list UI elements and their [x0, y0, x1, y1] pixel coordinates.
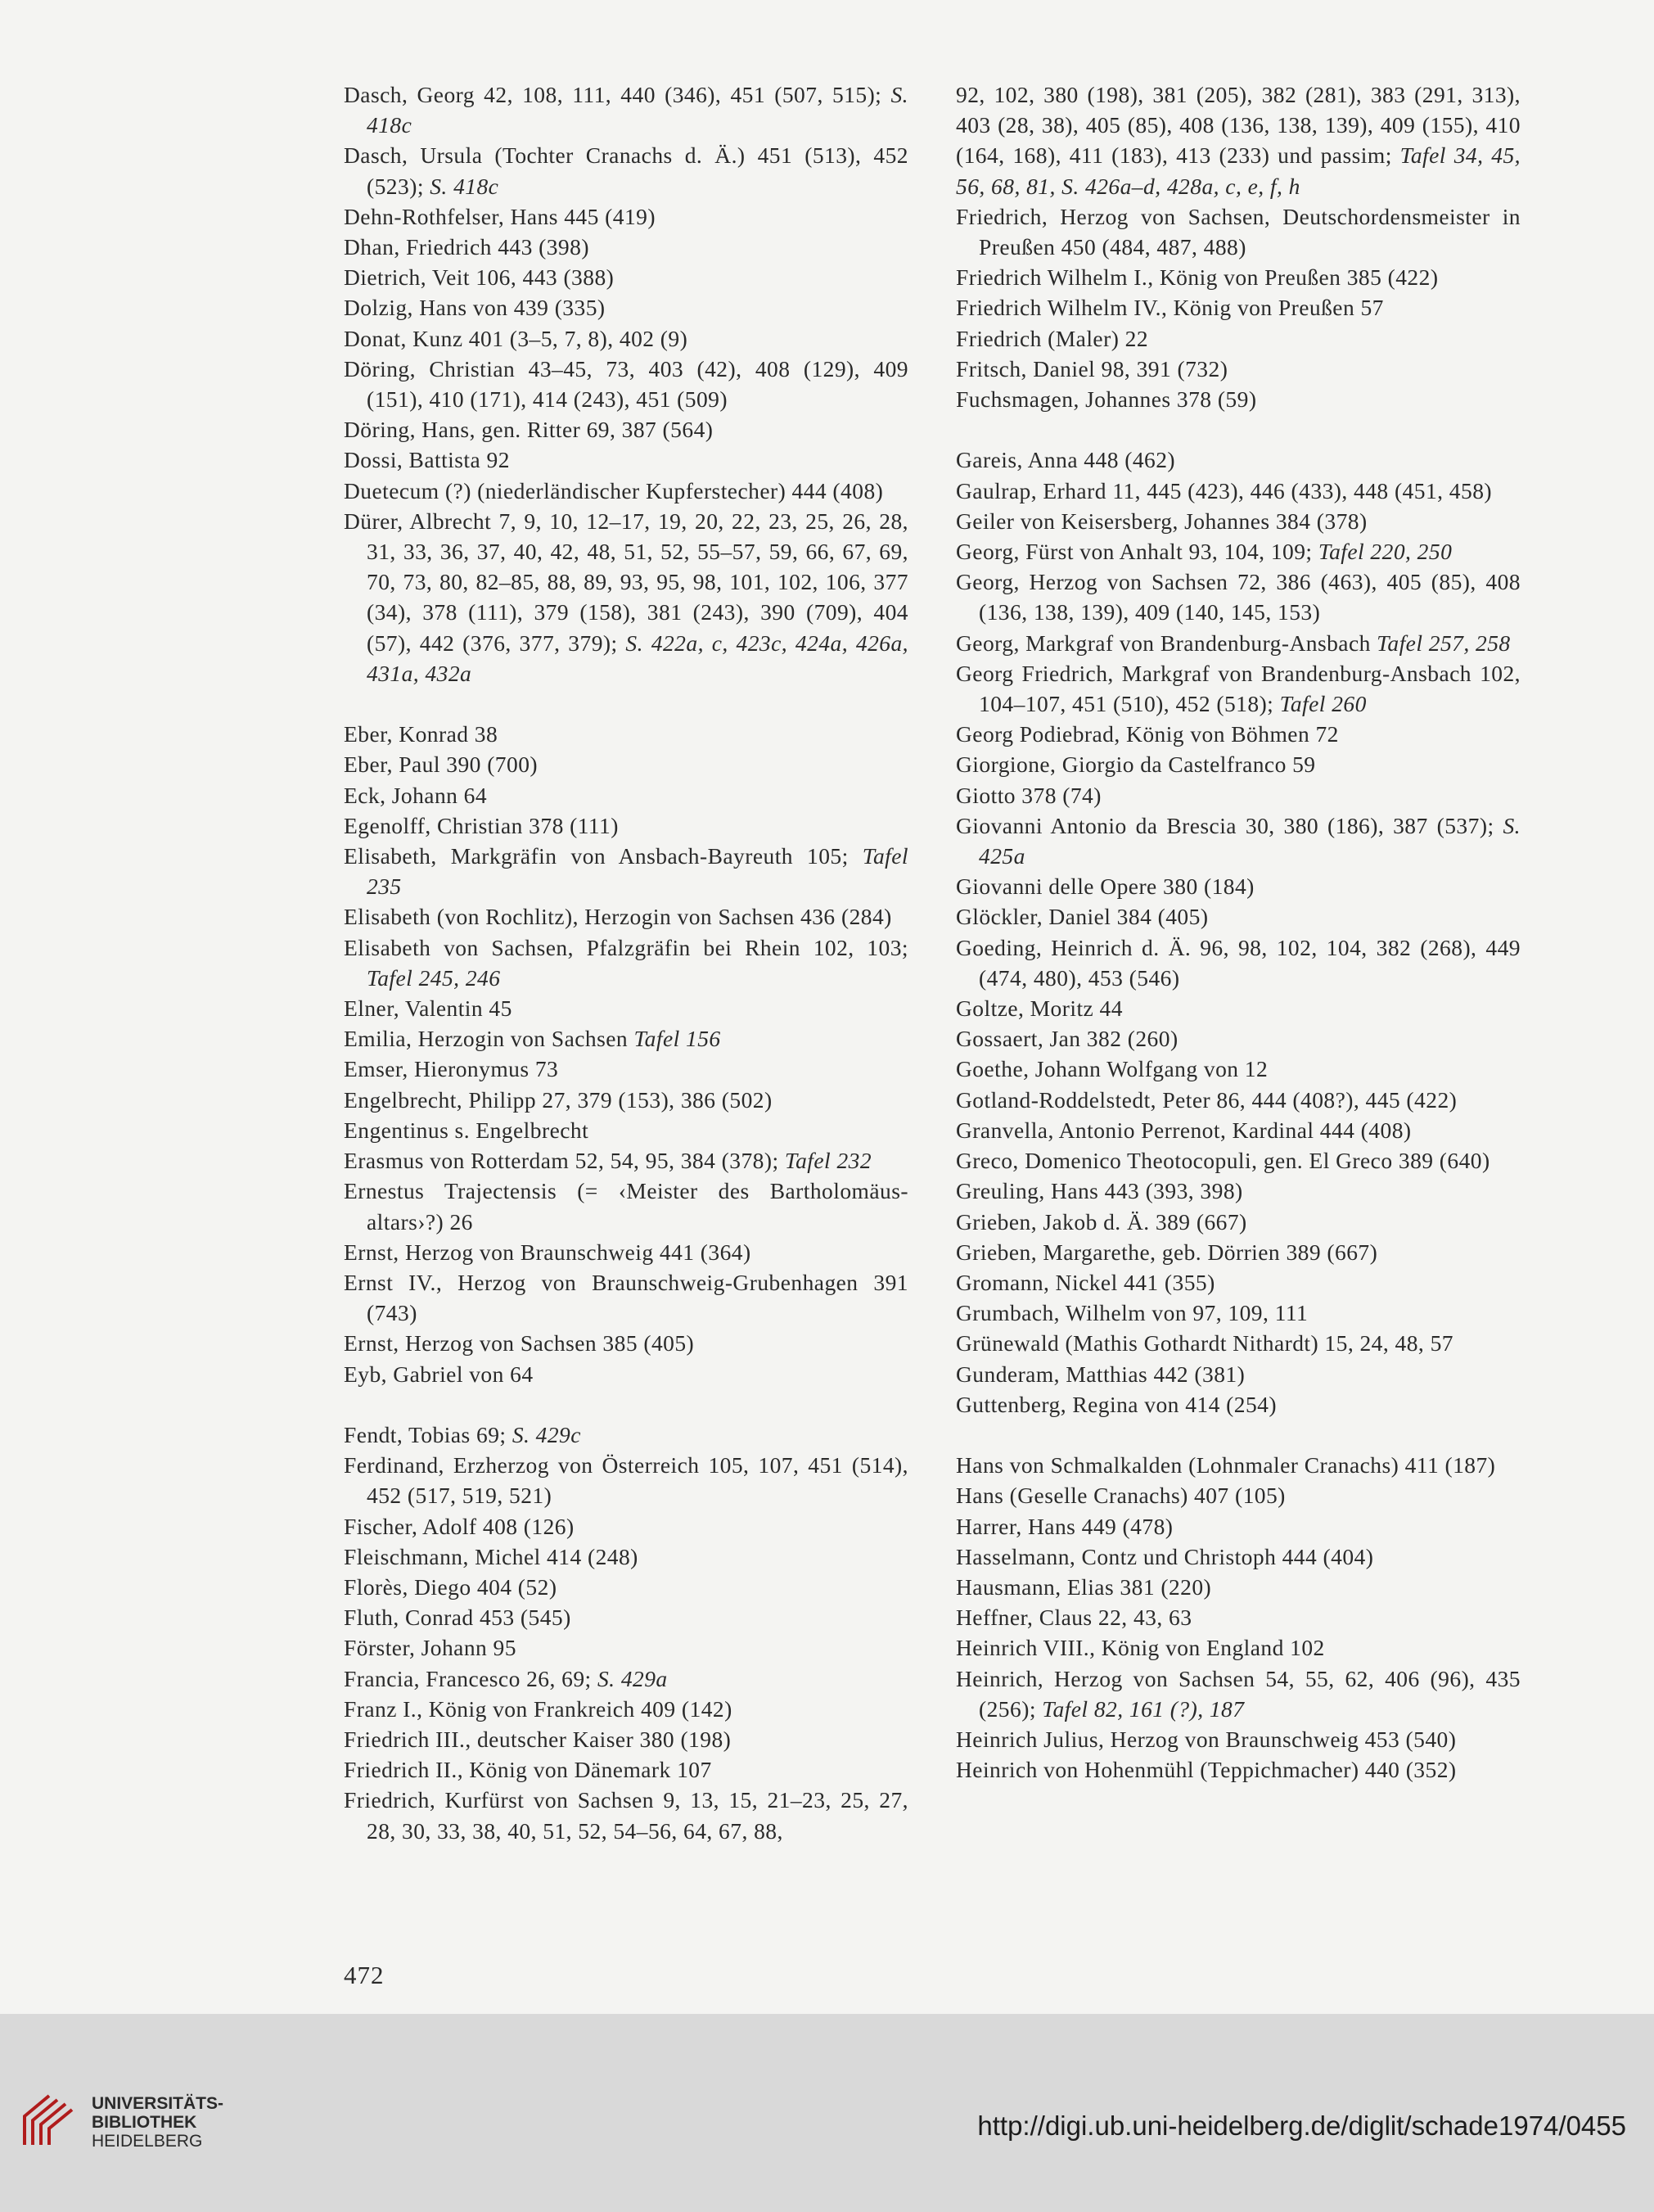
index-entry	[956, 384, 1521, 414]
index-entry-text: Harrer, Hans 449 (478)	[956, 1513, 1174, 1539]
index-entry-text: Heffner, Claus 22, 43, 63	[956, 1605, 1192, 1631]
index-entry-plate-ref: S. 425a	[979, 812, 1521, 869]
index-entry-plate-ref: S. 429c	[512, 1421, 581, 1447]
index-entry	[956, 1085, 1521, 1115]
index-entry	[956, 292, 1521, 323]
index-entry-text: Giotto 378 (74)	[956, 782, 1102, 808]
index-entry-text: Greco, Domenico Theotocopuli, gen. El Greco 389 (640)	[956, 1148, 1490, 1174]
section-gap	[344, 1389, 908, 1420]
index-entry	[956, 1207, 1521, 1237]
index-entry	[956, 1389, 1521, 1420]
index-entry	[344, 1450, 908, 1510]
index-entry-text: Döring, Christian 43–45, 73, 403 (42), 408 (129), 409 (151), 410 (171), 414 (243), 451 (509)	[344, 355, 908, 413]
index-entry	[956, 1023, 1521, 1054]
index-entry-text: Gareis, Anna 448 (462)	[956, 447, 1176, 473]
index-entry	[344, 810, 908, 841]
index-entry-text: Ernst IV., Herzog von Braunschweig-Grubenhagen 391 (743)	[344, 1269, 908, 1326]
index-entry	[956, 1632, 1521, 1663]
index-entry	[956, 1115, 1521, 1145]
index-entry-text: Georg Podiebrad, König von Böhmen 72	[956, 721, 1339, 747]
index-entry-text: Goethe, Johann Wolfgang von 12	[956, 1056, 1269, 1082]
index-entry	[956, 749, 1521, 779]
index-entry-text: Eber, Konrad 38	[344, 721, 498, 747]
index-entry	[956, 1145, 1521, 1176]
index-entry	[956, 628, 1521, 658]
index-entry	[344, 1724, 908, 1754]
index-entry	[956, 1176, 1521, 1206]
index-entry-text: Heinrich, Herzog von Sachsen 54, 55, 62, 406 (96), 435 (256);	[956, 1665, 1521, 1722]
index-entry	[956, 780, 1521, 810]
index-entry-text: Hausmann, Elias 381 (220)	[956, 1573, 1212, 1600]
index-entry-text: Friedrich III., deutscher Kaiser 380 (198)	[344, 1726, 732, 1752]
index-entry-text: Geiler von Keisersberg, Johannes 384 (378)	[956, 508, 1368, 534]
index-entry-text: Goeding, Heinrich d. Ä. 96, 98, 102, 104, 382 (268), 449 (474, 480), 453 (546)	[956, 934, 1521, 991]
index-entry	[344, 1054, 908, 1084]
page-number: 472	[344, 1961, 385, 1989]
index-entry-text: Döring, Hans, gen. Ritter 69, 387 (564)	[344, 417, 714, 443]
index-entry	[956, 1054, 1521, 1084]
index-entry	[344, 140, 908, 201]
index-entry-text: Granvella, Antonio Perrenot, Kardinal 444 (408)	[956, 1117, 1412, 1143]
index-entry	[344, 749, 908, 779]
index-entry-plate-ref: S. 418c	[430, 173, 499, 199]
index-entry	[344, 780, 908, 810]
index-entry	[344, 79, 908, 140]
index-entry	[956, 1754, 1521, 1785]
index-entry-text: Fuchsmagen, Johannes 378 (59)	[956, 386, 1257, 413]
index-entry	[956, 1511, 1521, 1542]
index-entry-text: Dietrich, Veit 106, 443 (388)	[344, 264, 615, 291]
index-entry	[956, 901, 1521, 932]
index-entry-text: Dehn-Rothfelser, Hans 445 (419)	[344, 203, 656, 229]
index-entry	[344, 1237, 908, 1267]
index-entry-text: Friedrich Wilhelm I., König von Preußen 385 (422)	[956, 264, 1439, 291]
index-entry	[344, 1145, 908, 1176]
index-entry	[956, 79, 1521, 201]
index-entry	[344, 841, 908, 901]
library-name-line: HEIDELBERG	[92, 2132, 203, 2151]
index-entry	[344, 1572, 908, 1602]
index-entry-text: Gossaert, Jan 382 (260)	[956, 1026, 1179, 1052]
index-entry-text: Gromann, Nickel 441 (355)	[956, 1269, 1215, 1295]
index-entry-text: Grumbach, Wilhelm von 97, 109, 111	[956, 1300, 1309, 1326]
index-entry-text: Dolzig, Hans von 439 (335)	[344, 295, 606, 321]
index-entry-text: Dossi, Battista 92	[344, 447, 510, 473]
index-entry-plate-ref: S. 429a	[597, 1665, 668, 1691]
index-entry	[956, 1237, 1521, 1267]
index-entry-text: Grieben, Jakob d. Ä. 389 (667)	[956, 1208, 1247, 1235]
index-entry-text: Fendt, Tobias 69;	[344, 1421, 512, 1447]
ub-heidelberg-logo-icon	[16, 2092, 78, 2149]
index-entry	[956, 1724, 1521, 1754]
index-entry	[956, 567, 1521, 627]
index-entry	[344, 323, 908, 354]
index-entry-text: Friedrich, Kurfürst von Sachsen 9, 13, 15, 21–23, 25, 27, 28, 30, 33, 38, 40, 51, 52, 54–56, 64, 67, 88,	[344, 1787, 908, 1844]
index-entry	[956, 1480, 1521, 1510]
index-entry-text: Fleischmann, Michel 414 (248)	[344, 1543, 638, 1569]
index-entry	[956, 1298, 1521, 1328]
index-entry	[956, 1267, 1521, 1298]
index-entry	[344, 1542, 908, 1572]
index-entry-text: Friedrich, Herzog von Sachsen, Deutschordensmeister in Preußen 450 (484, 487, 488)	[956, 203, 1521, 260]
index-entry	[344, 1602, 908, 1632]
index-entry	[956, 1542, 1521, 1572]
index-entry	[956, 1328, 1521, 1358]
index-entry-plate-ref: S. 422a, c, 423c, 424a, 426a, 431a, 432a	[367, 630, 909, 686]
index-entry	[344, 506, 908, 688]
library-name	[92, 2094, 223, 2151]
index-entry	[344, 1115, 908, 1145]
index-entry-plate-ref: Tafel 82, 161 (?), 187	[1042, 1695, 1245, 1722]
index-entry-text: Gaulrap, Erhard 11, 445 (423), 446 (433), 448 (451, 458)	[956, 477, 1493, 503]
index-entry-text: Elner, Valentin 45	[344, 995, 512, 1022]
index-entry-text: Ernst, Herzog von Sachsen 385 (405)	[344, 1330, 695, 1357]
index-entry-plate-ref: Tafel 235	[367, 843, 908, 900]
index-entry	[344, 1359, 908, 1389]
index-entry	[956, 932, 1521, 993]
index-entry	[956, 1572, 1521, 1602]
index-entry	[344, 232, 908, 262]
index-entry	[344, 1023, 908, 1054]
index-entry	[956, 1664, 1521, 1724]
index-entry-text: Hans von Schmalkalden (Lohnmaler Cranachs) 411 (187)	[956, 1452, 1496, 1478]
index-entry-text: Grünewald (Mathis Gothardt Nithardt) 15, 24, 48, 57	[956, 1330, 1453, 1357]
index-entry	[344, 1785, 908, 1845]
index-entry	[344, 993, 908, 1023]
index-entry-text: Elisabeth (von Rochlitz), Herzogin von Sachsen 436 (284)	[344, 904, 892, 930]
section-gap	[344, 688, 908, 719]
index-entry-text: Georg, Herzog von Sachsen 72, 386 (463), 405 (85), 408 (136, 138, 139), 409 (140, 145, 153)	[956, 569, 1521, 625]
index-entry-text: Donat, Kunz 401 (3–5, 7, 8), 402 (9)	[344, 325, 688, 351]
index-entry	[344, 901, 908, 932]
index-entry	[956, 1602, 1521, 1632]
index-entry	[344, 1694, 908, 1724]
index-entry-text: Elisabeth von Sachsen, Pfalzgräfin bei Rhein 102, 103;	[344, 934, 908, 960]
index-entry-text: Eyb, Gabriel von 64	[344, 1361, 534, 1387]
index-entry-text: Emser, Hieronymus 73	[344, 1056, 559, 1082]
index-entry-text: Francia, Francesco 26, 69;	[344, 1665, 597, 1691]
index-entry-text: Gunderam, Matthias 442 (381)	[956, 1361, 1246, 1387]
index-entry-text: Engelbrecht, Philipp 27, 379 (153), 386 (502)	[344, 1086, 773, 1113]
index-entry-plate-ref: S. 418c	[367, 82, 908, 138]
index-entry	[344, 1328, 908, 1358]
index-entry	[956, 719, 1521, 749]
index-entry	[344, 1267, 908, 1328]
index-entry-text: Fritsch, Daniel 98, 391 (732)	[956, 355, 1228, 381]
index-entry-text: Ernestus Trajectensis (= ‹Meister des Bartholomäus-altars›?) 26	[344, 1178, 908, 1235]
index-entry-text: Fluth, Conrad 453 (545)	[344, 1605, 571, 1631]
index-entry	[956, 262, 1521, 292]
index-entry-text: Hasselmann, Contz und Christoph 444 (404)	[956, 1543, 1374, 1569]
index-entry	[956, 658, 1521, 719]
index-entry-text: Gotland-Roddelstedt, Peter 86, 444 (408?), 445 (422)	[956, 1086, 1458, 1113]
index-entry-text: Florès, Diego 404 (52)	[344, 1573, 557, 1600]
index-entry-plate-ref: Tafel 245, 246	[367, 964, 501, 991]
index-entry-text: Dhan, Friedrich 443 (398)	[344, 234, 589, 260]
index-entry-text: Heinrich VIII., König von England 102	[956, 1635, 1325, 1661]
index-entry	[344, 414, 908, 445]
index-entry-text: Duetecum (?) (niederländischer Kupferstecher) 444 (408)	[344, 477, 884, 503]
index-entry-text: Heinrich Julius, Herzog von Braunschweig 453 (540)	[956, 1726, 1457, 1752]
index-entry	[344, 201, 908, 232]
index-entry-text: Elisabeth, Markgräfin von Ansbach-Bayreuth 105;	[344, 843, 863, 869]
index-entry-text: Giovanni delle Opere 380 (184)	[956, 874, 1255, 900]
section-gap	[956, 1420, 1521, 1450]
index-entry	[956, 201, 1521, 262]
index-entry-text: Georg Friedrich, Markgraf von Brandenburg-Ansbach 102, 104–107, 451 (510), 452 (518);	[956, 660, 1521, 717]
index-entry	[956, 1359, 1521, 1389]
index-entry-text: Dasch, Georg 42, 108, 111, 440 (346), 451 (507, 515);	[344, 82, 891, 107]
index-entry-text: Ferdinand, Erzherzog von Österreich 105, 107, 451 (514), 452 (517, 519, 521)	[344, 1452, 908, 1509]
index-entry	[344, 1176, 908, 1236]
index-entry-text: Emilia, Herzogin von Sachsen	[344, 1026, 634, 1052]
index-entry	[344, 354, 908, 414]
index-entry	[344, 1085, 908, 1115]
index-entry-plate-ref: Tafel 260	[1279, 691, 1367, 717]
library-name-line: UNIVERSITÄTS-	[92, 2094, 224, 2113]
index-entry-text: Dasch, Ursula (Tochter Cranachs d. Ä.) 451 (513), 452 (523);	[344, 142, 908, 199]
index-entry-text: Friedrich II., König von Dänemark 107	[344, 1757, 712, 1783]
index-entry	[956, 871, 1521, 901]
index-entry-text: Eber, Paul 390 (700)	[344, 752, 539, 778]
index-column-left	[344, 79, 908, 1846]
index-entry-text: Engentinus s. Engelbrecht	[344, 1117, 589, 1143]
index-entry	[344, 1664, 908, 1694]
index-entry-text: Greuling, Hans 443 (393, 398)	[956, 1178, 1243, 1204]
index-entry-text: Goltze, Moritz 44	[956, 995, 1123, 1022]
index-entry-plate-ref: Tafel 257, 258	[1377, 630, 1511, 656]
index-entry-text: Franz I., König von Frankreich 409 (142)	[344, 1695, 732, 1722]
index-entry-text: Friedrich Wilhelm IV., König von Preußen 57	[956, 295, 1384, 321]
index-entry	[344, 1511, 908, 1542]
index-entry-text: Ernst, Herzog von Braunschweig 441 (364)	[344, 1239, 751, 1265]
index-entry-text: Dürer, Albrecht 7, 9, 10, 12–17, 19, 20, 22, 23, 25, 26, 28, 31, 33, 36, 37, 40, 42, 48, 51, 52, 55–57, 59, 66, 67, 69, 70, 73, 80, 82–85, 88, 89, 93, 95, 98, 101, 102, 106, 377 (34), 378 (111), 379 (158), 381 (243), 390 (709), 404 (57), 442 (376, 377, 379);	[344, 508, 908, 656]
index-entry-plate-ref: Tafel 34, 45, 56, 68, 81, S. 426a–d, 428a, c, e, f, h	[956, 142, 1521, 199]
index-entry-plate-ref: Tafel 220, 250	[1318, 539, 1453, 565]
index-entry	[956, 354, 1521, 384]
index-entry	[956, 323, 1521, 354]
index-entry-text: Friedrich (Maler) 22	[956, 325, 1149, 351]
index-entry	[956, 506, 1521, 536]
index-entry-text: Georg, Markgraf von Brandenburg-Ansbach	[956, 630, 1377, 656]
index-entry-plate-ref: Tafel 232	[784, 1148, 872, 1174]
index-entry-plate-ref: Tafel 156	[633, 1026, 721, 1052]
index-entry	[956, 1450, 1521, 1480]
index-entry	[956, 810, 1521, 871]
index-entry-text: Guttenberg, Regina von 414 (254)	[956, 1391, 1277, 1417]
index-entry	[344, 292, 908, 323]
index-entry-text: Egenolff, Christian 378 (111)	[344, 812, 619, 838]
index-entry-text: Grieben, Margarethe, geb. Dörrien 389 (667)	[956, 1239, 1378, 1265]
index-entry-text: Giorgione, Giorgio da Castelfranco 59	[956, 752, 1316, 778]
index-entry	[956, 993, 1521, 1023]
index-entry-text: Hans (Geselle Cranachs) 407 (105)	[956, 1483, 1286, 1509]
index-entry	[344, 932, 908, 993]
library-name-line: BIBLIOTHEK	[92, 2113, 197, 2132]
index-entry-text: Eck, Johann 64	[344, 782, 488, 808]
index-entry-text: Erasmus von Rotterdam 52, 54, 95, 384 (378);	[344, 1148, 785, 1174]
index-entry	[344, 1754, 908, 1785]
index-entry-text: Glöckler, Daniel 384 (405)	[956, 904, 1209, 930]
index-entry-text: Förster, Johann 95	[344, 1635, 516, 1661]
index-entry	[344, 1420, 908, 1450]
index-entry	[344, 719, 908, 749]
index-entry	[956, 536, 1521, 567]
index-column-right	[956, 79, 1521, 1785]
index-entry	[956, 476, 1521, 506]
index-entry-text: Georg, Fürst von Anhalt 93, 104, 109;	[956, 539, 1318, 565]
index-entry-text: Giovanni Antonio da Brescia 30, 380 (186), 387 (537);	[956, 812, 1503, 838]
index-entry	[344, 1632, 908, 1663]
permalink-url[interactable]: http://digi.ub.uni-heidelberg.de/diglit/schade1974/0455	[977, 2110, 1626, 2141]
index-entry	[956, 445, 1521, 475]
index-entry-text: 92, 102, 380 (198), 381 (205), 382 (281), 383 (291, 313), 403 (28, 38), 405 (85), 408 (136, 138, 139), 409 (155), 410 (164, 168), 411 (183), 413 (233) und passim;	[956, 82, 1521, 169]
index-entry-text: Heinrich von Hohenmühl (Teppichmacher) 440 (352)	[956, 1757, 1457, 1783]
section-gap	[956, 414, 1521, 445]
index-entry	[344, 262, 908, 292]
index-entry-text: Fischer, Adolf 408 (126)	[344, 1513, 575, 1539]
index-entry	[344, 476, 908, 506]
index-entry	[344, 445, 908, 475]
